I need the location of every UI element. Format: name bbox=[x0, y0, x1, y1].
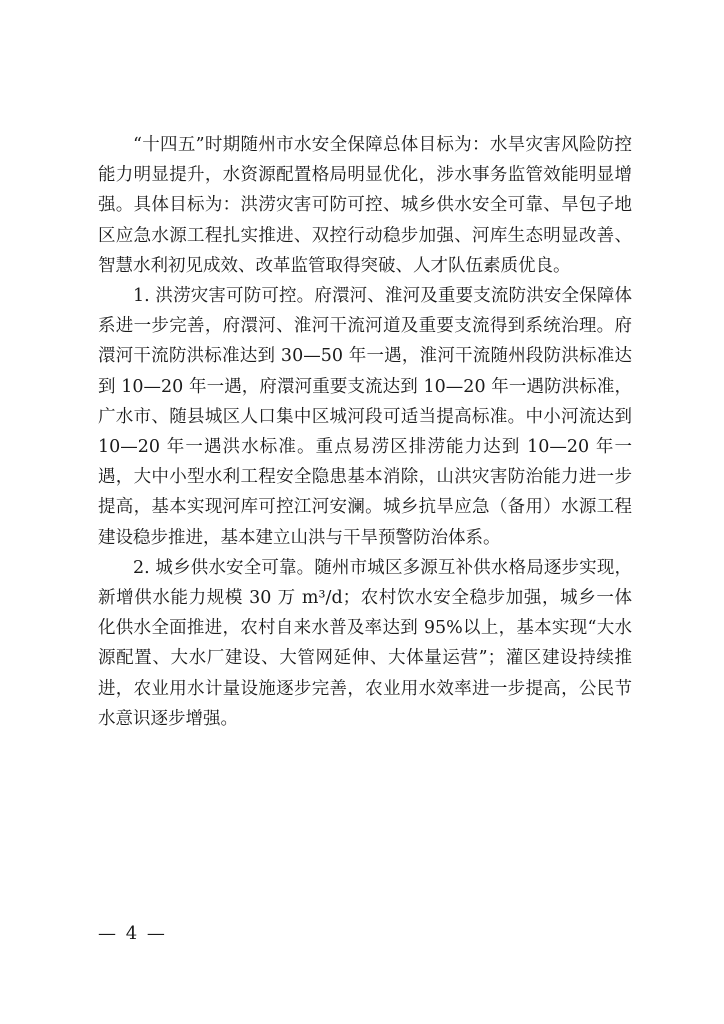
paragraph-overall-goals: “十四五”时期随州市水安全保障总体目标为：水旱灾害风险防控能力明显提升，水资源配置格局明显优化，涉水事务监管效能明显增强。具体目标为：洪涝灾害可防可控、城乡供水安全可靠、旱包子地区应急水源工程扎实推进、双控行动稳步加强、河库生态明显改善、智慧水利初见成效、改革监管取得突破、人才队伍素质优良。 bbox=[98, 135, 632, 276]
paragraph-flood-control: 1. 洪涝灾害可防可控。府澴河、淮河及重要支流防洪安全保障体系进一步完善，府澴河、淮河干流河道及重要支流得到系统治理。府澴河干流防洪标准达到 30—50 年一遇，淮河干流随州段防洪标准达到 10—20 年一遇，府澴河重要支流达到 10—20 年一遇防洪标准，广水市、随县城区人口集中区城河段可适当提高标准。中小河流达到 10—20 年一遇洪水标准。重点易涝区排涝能力达到 10—20 年一遇，大中小型水利工程安全隐患基本消除，山洪灾害防治能力进一步提高，基本实现河库可控江河安澜。城乡抗旱应急（备用）水源工程建设稳步推进，基本建立山洪与干旱预警防治体系。 bbox=[98, 286, 632, 548]
page-number: — 4 — bbox=[98, 923, 167, 944]
document-body bbox=[98, 130, 632, 734]
paragraph-water-supply: 2. 城乡供水安全可靠。随州市城区多源互补供水格局逐步实现，新增供水能力规模 30 万 m³/d；农村饮水安全稳步加强，城乡一体化供水全面推进，农村自来水普及率达到 95%以上，基本实现“大水源配置、大水厂建设、大管网延伸、大体量运营”；灌区建设持续推进，农业用水计量设施逐步完善，农业用水效率进一步提高，公民节水意识逐步增强。 bbox=[98, 557, 632, 729]
